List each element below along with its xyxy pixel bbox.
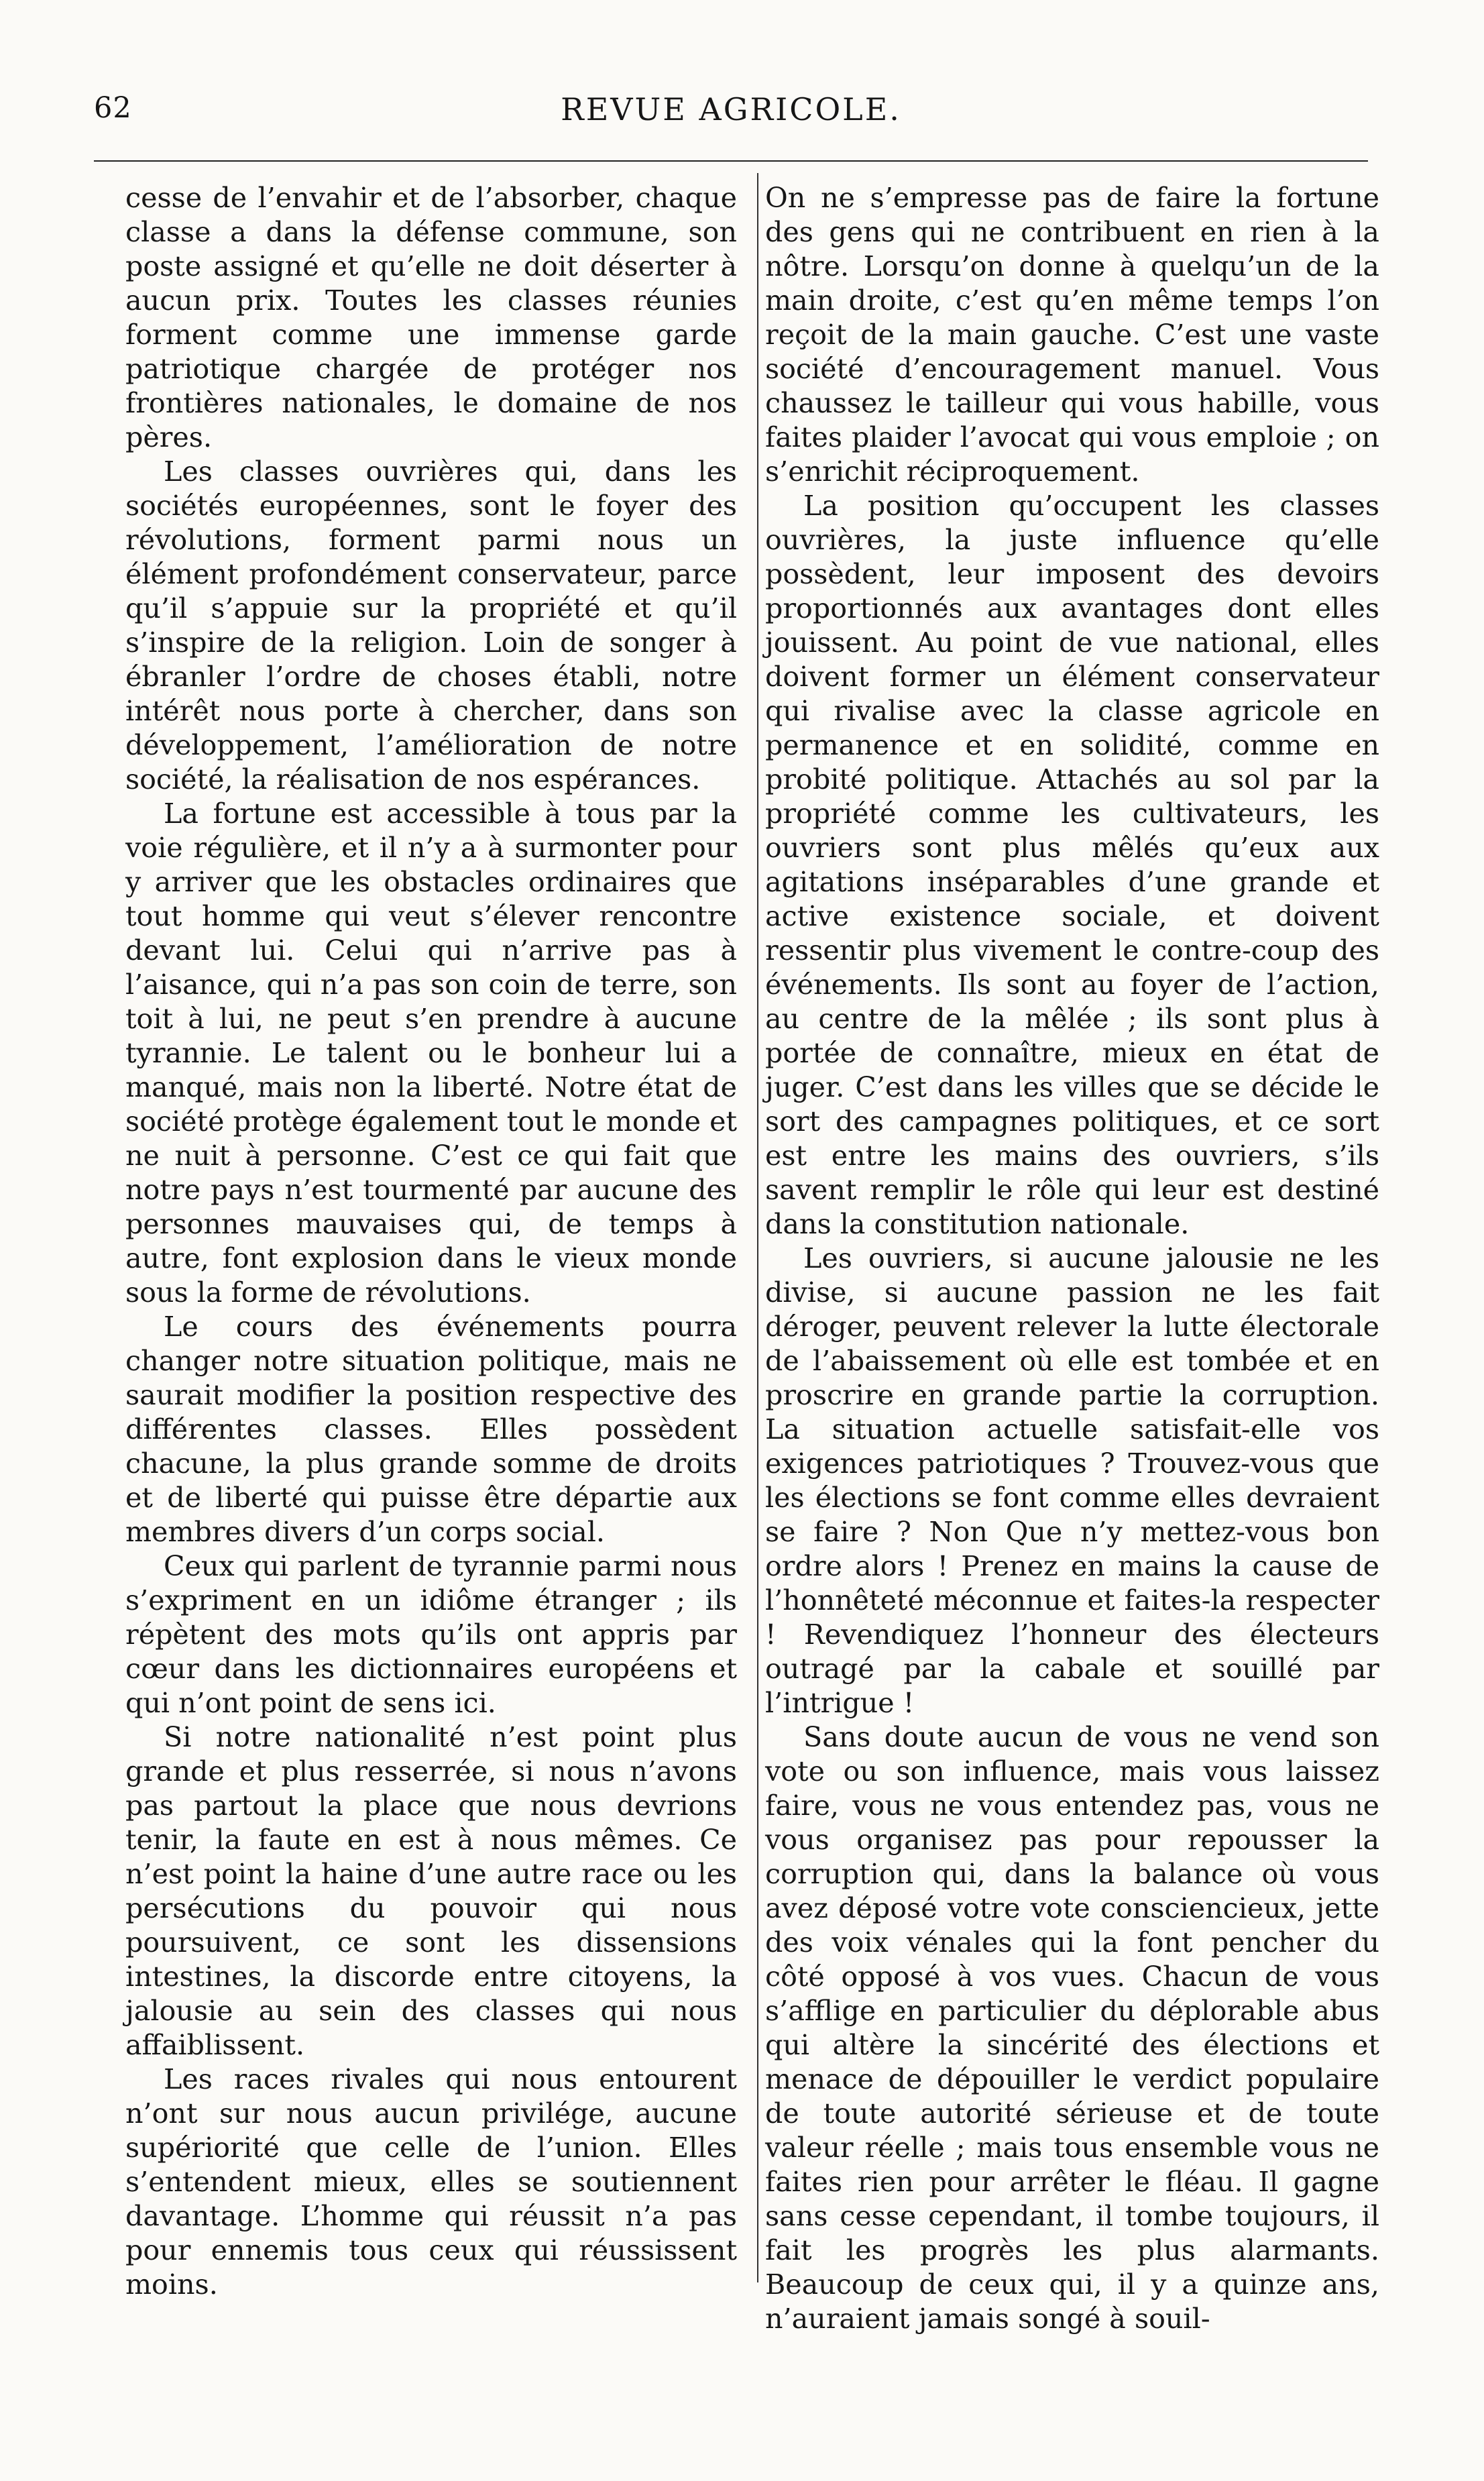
paragraph: La fortune est accessible à tous par la voie régulière, et il n’y a à surmonter pour y arriver que les obstacles ordinaires que tout homme qui veut s’élever rencontre devant lui. Celui qui n’arrive pas à l’aisance, qui n’a pas son coin de terre, son toit à lui, ne peut s’en prendre à aucune tyrannie. Le talent ou le bonheur lui a manqué, mais non la liberté. Notre état de société protège également tout le monde et ne nuit à personne. C’est ce qui fait que notre pays n’est tourmenté par aucune des personnes mauvaises qui, de temps à autre, font explosion dans le vieux monde sous la forme de révolutions.	[125, 797, 737, 1309]
paragraph: Le cours des événements pourra changer notre situation politique, mais ne saurait modifier la position respective des différentes classes. Elles possèdent chacune, la plus grande somme de droits et de liberté qui puisse être départie aux membres divers d’un corps social.	[125, 1311, 737, 1548]
paragraph: Les ouvriers, si aucune jalousie ne les divise, si aucune passion ne les fait déroger, peuvent relever la lutte électorale de l’abaissement où elle est tombée et en proscrire en grande partie la corruption. La situation actuelle satisfait-elle vos exigences patriotiques ? Trouvez-vous que les élections se font comme elles devraient se faire ? Non Que n’y mettez-vous bon ordre alors ! Prenez en mains la cause de l’honnêteté méconnue et faites-la respecter ! Revendiquez l’honneur des électeurs outragé par la cabale et souillé par l’intrigue !	[765, 1242, 1379, 1719]
paragraph: Les races rivales qui nous entourent n’ont sur nous aucun privilége, aucune supériorité que celle de l’union. Elles s’entendent mieux, elles se soutiennent davantage. L’homme qui réussit n’a pas pour ennemis tous ceux qui réussissent moins.	[125, 2063, 737, 2301]
paragraph: Ceux qui parlent de tyrannie parmi nous s’expriment en un idiôme étranger ; ils répètent des mots qu’ils ont appris par cœur dans les dictionnaires européens et qui n’ont point de sens ici.	[125, 1550, 737, 1719]
left-column	[125, 181, 737, 2302]
column-divider	[757, 173, 758, 2282]
page-header	[94, 91, 1368, 138]
paragraph: Si notre nationalité n’est point plus grande et plus resserrée, si nous n’avons pas partout la place que nous devrions tenir, la faute en est à nous mêmes. Ce n’est point la haine d’une autre race ou les persécutions du pouvoir qui nous poursuivent, ce sont les dissensions intestines, la discorde entre citoyens, la jalousie au sein des classes qui nous affaiblissent.	[125, 1721, 737, 2061]
page-number: 62	[94, 91, 132, 125]
running-title: REVUE AGRICOLE.	[561, 91, 901, 127]
paragraph: La position qu’occupent les classes ouvrières, la juste influence qu’elle possèdent, leur imposent des devoirs proportionnés aux avantages dont elles jouissent. Au point de vue national, elles doivent former un élément conservateur qui rivalise avec la classe agricole en permanence et en solidité, comme en probité politique. Attachés au sol par la propriété comme les cultivateurs, les ouvriers sont plus mêlés qu’eux aux agitations inséparables d’une grande et active existence sociale, et doivent ressentir plus vivement le contre-coup des événements. Ils sont au foyer de l’action, au centre de la mêlée ; ils sont plus à portée de connaître, mieux en état de juger. C’est dans les villes que se décide le sort des campagnes politiques, et ce sort est entre les mains des ouvriers, s’ils savent remplir le rôle qui leur est destiné dans la constitution nationale.	[765, 490, 1379, 1240]
paragraph: Les classes ouvrières qui, dans les sociétés européennes, sont le foyer des révolutions, forment parmi nous un élément profondément conservateur, parce qu’il s’appuie sur la propriété et qu’il s’inspire de la religion. Loin de songer à ébranler l’ordre de choses établi, notre intérêt nous porte à chercher, dans son développement, l’amélioration de notre société, la réalisation de nos espérances.	[125, 455, 737, 795]
paragraph: On ne s’empresse pas de faire la fortune des gens qui ne contribuent en rien à la nôtre. Lorsqu’on donne à quelqu’un de la main droite, c’est qu’en même temps l’on reçoit de la main gauche. C’est une vaste société d’encouragement manuel. Vous chaussez le tailleur qui vous habille, vous faites plaider l’avocat qui vous emploie ; on s’enrichit réciproquement.	[765, 182, 1379, 488]
right-column	[765, 181, 1379, 2336]
paragraph: cesse de l’envahir et de l’absorber, chaque classe a dans la défense commune, son poste assigné et qu’elle ne doit déserter à aucun prix. Toutes les classes réunies forment comme une immense garde patriotique chargée de protéger nos frontières nationales, le domaine de nos pères.	[125, 182, 737, 453]
header-rule	[94, 160, 1368, 162]
paragraph: Sans doute aucun de vous ne vend son vote ou son influence, mais vous laissez faire, vous ne vous entendez pas, vous ne vous organisez pas pour repousser la corruption qui, dans la balance où vous avez déposé votre vote consciencieux, jette des voix vénales qui la font pencher du côté opposé à vos vues. Chacun de vous s’afflige en particulier du déplorable abus qui altère la sincérité des élections et menace de dépouiller le verdict populaire de toute autorité sérieuse et de toute valeur réelle ; mais tous ensemble vous ne faites rien pour arrêter le fléau. Il gagne sans cesse cependant, il tombe toujours, il fait les progrès les plus alarmants. Beaucoup de ceux qui, il y a quinze ans, n’auraient jamais songé à souil-	[765, 1721, 1379, 2335]
